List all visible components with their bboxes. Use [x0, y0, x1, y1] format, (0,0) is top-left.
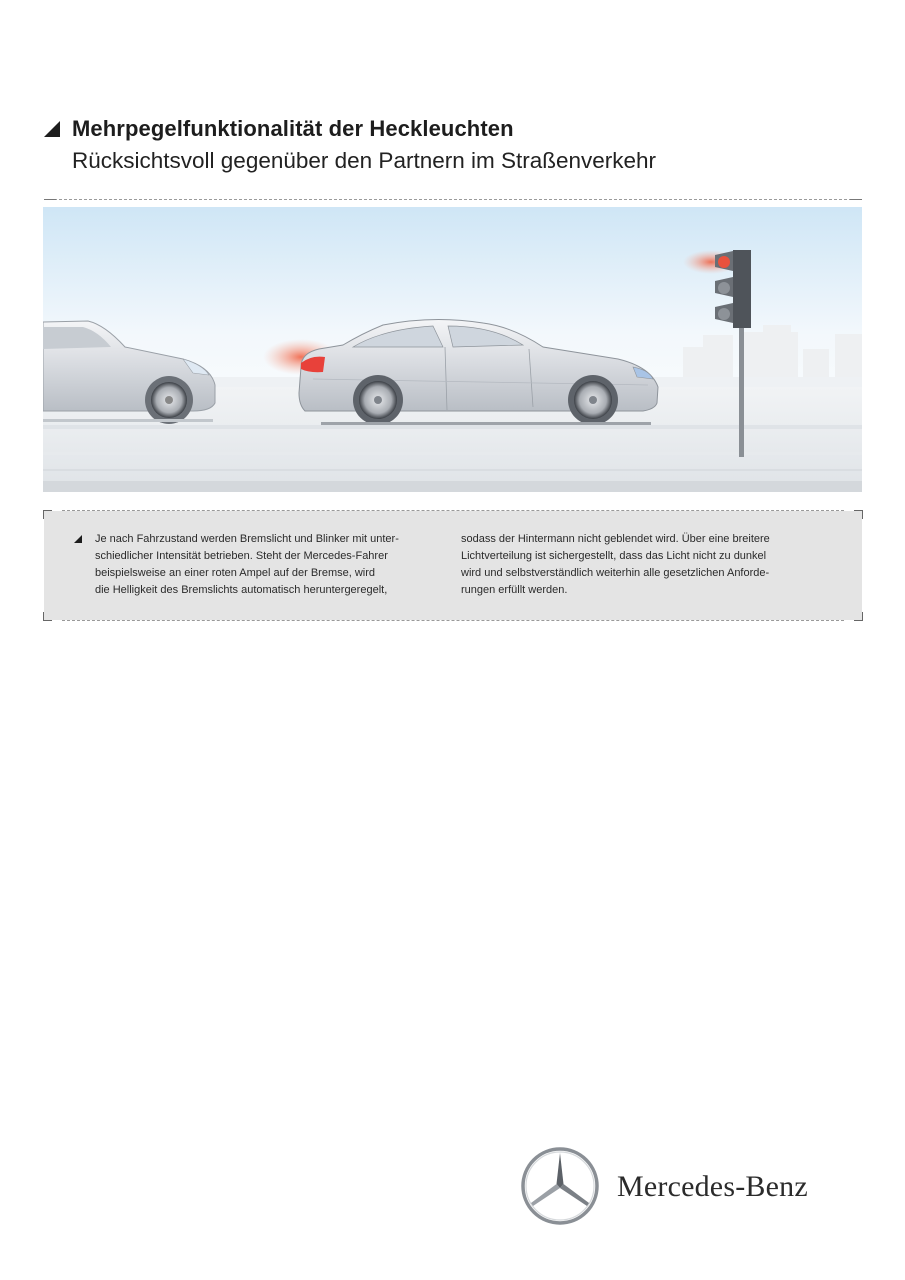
header — [44, 116, 864, 174]
title-row — [44, 116, 864, 142]
corner-mark — [43, 612, 52, 621]
corner-mark — [854, 612, 863, 621]
traffic-illustration — [43, 207, 862, 492]
box-dashed-bottom — [62, 620, 844, 621]
triangle-bullet-icon — [44, 121, 60, 137]
text-line: die Helligkeit des Bremslichts automatisch heruntergeregelt, — [95, 584, 388, 596]
description-box — [44, 511, 862, 620]
text-line: Lichtverteilung ist sichergestellt, dass das Licht nicht zu dunkel — [461, 550, 767, 562]
separator-tick-right — [850, 199, 862, 200]
page-title: Mehrpegelfunktionalität der Heckleuchten — [72, 116, 514, 141]
mercedes-star-logo-icon — [520, 1146, 600, 1226]
page-subtitle: Rücksichtsvoll gegenüber den Partnern im Straßenverkehr — [72, 148, 657, 173]
text-line: rungen erfüllt werden. — [461, 584, 568, 596]
separator-top — [44, 199, 862, 200]
text-line: beispielsweise an einer roten Ampel auf der Bremse, wird — [95, 567, 376, 579]
text-line: sodass der Hintermann nicht geblendet wird. Über eine breitere — [461, 533, 770, 545]
text-column-2 — [461, 531, 831, 599]
text-line: wird und selbstverständlich weiterhin alle gesetzlichen Anforde- — [461, 567, 770, 579]
box-dashed-top — [62, 510, 844, 511]
text-column-1 — [95, 531, 465, 599]
corner-mark — [43, 510, 52, 519]
triangle-bullet-icon — [74, 535, 82, 543]
corner-mark — [854, 510, 863, 519]
text-line: schiedlicher Intensität betrieben. Steht der Mercedes-Fahrer — [95, 550, 388, 562]
brand-name: Mercedes-Benz — [617, 1170, 808, 1203]
separator-tick-left — [44, 199, 56, 200]
text-line: Je nach Fahrzustand werden Bremslicht und Blinker mit unter- — [95, 533, 399, 545]
